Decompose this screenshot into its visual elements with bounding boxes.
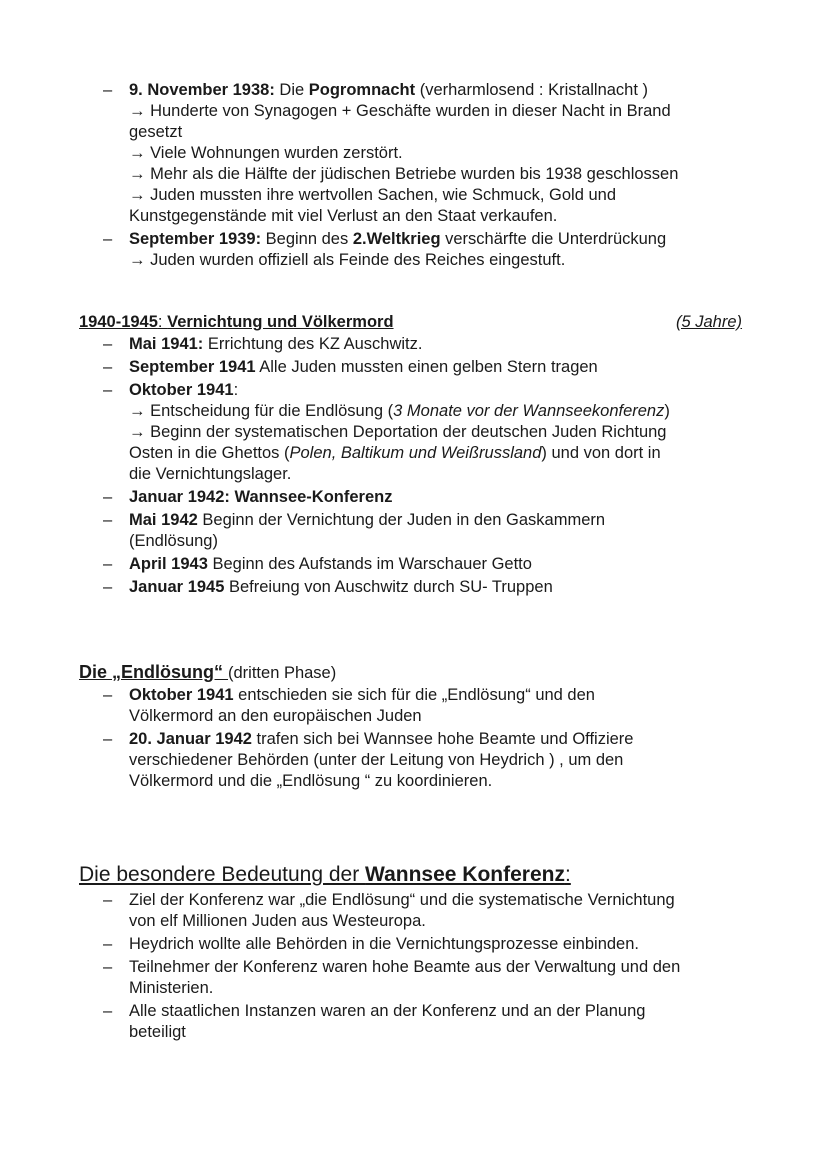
event-date: April 1943 bbox=[129, 555, 208, 573]
event-detail: die Vernichtungslager. bbox=[129, 465, 292, 483]
event-detail: verschiedener Behörden (unter der Leitung von Heydrich ) , um den bbox=[129, 751, 624, 769]
heading-text: Die besondere Bedeutung der bbox=[79, 863, 366, 886]
list-item bbox=[0, 510, 828, 552]
event-detail: → Hunderte von Synagogen + Geschäfte wurden in dieser Nacht in Brand bbox=[129, 102, 671, 120]
section-heading-1940-1945 bbox=[79, 312, 394, 333]
event-text: (verharmlosend : Kristallnacht ) bbox=[415, 81, 649, 99]
event-detail-italic: 3 Monate vor der Wannseekonferenz bbox=[393, 402, 665, 420]
point-text: – Teilnehmer der Konferenz waren hohe Beamte aus der Verwaltung und den bbox=[129, 958, 681, 976]
event-date: Mai 1941: bbox=[129, 335, 204, 353]
list-item bbox=[0, 229, 828, 271]
list-item bbox=[0, 487, 828, 508]
event-date: Januar 1945 bbox=[129, 578, 225, 596]
event-detail: ) bbox=[664, 402, 670, 420]
list-item bbox=[0, 934, 828, 955]
event-list-3 bbox=[0, 685, 828, 792]
event-detail: (Endlösung) bbox=[129, 532, 218, 550]
event-text: entschieden sie sich für die „Endlösung“ und den bbox=[233, 686, 595, 704]
event-list-2 bbox=[0, 334, 828, 598]
duration-label: (5 Jahre) bbox=[676, 313, 743, 331]
event-date: 9. November 1938: bbox=[129, 81, 275, 99]
event-detail: gesetzt bbox=[129, 123, 183, 141]
event-detail: Völkermord an den europäischen Juden bbox=[129, 707, 422, 725]
event-text: : bbox=[233, 381, 239, 399]
event-date: September 1941 bbox=[129, 358, 256, 376]
event-detail: ) und von dort in bbox=[541, 444, 661, 462]
list-item bbox=[0, 80, 828, 227]
list-item bbox=[0, 577, 828, 598]
event-detail: → Entscheidung für die Endlösung ( bbox=[129, 402, 394, 420]
list-item bbox=[0, 357, 828, 378]
heading-years: 1940-1945 bbox=[79, 313, 158, 331]
event-detail: → Juden wurden offiziell als Feinde des Reiches eingestuft. bbox=[129, 251, 566, 269]
event-detail: → Juden mussten ihre wertvollen Sachen, wie Schmuck, Gold und bbox=[129, 186, 616, 204]
heading-colon: : bbox=[564, 863, 571, 886]
point-list-4 bbox=[0, 890, 828, 1043]
event-text: trafen sich bei Wannsee hohe Beamte und Offiziere bbox=[251, 730, 634, 748]
event-text: verschärfte die Unterdrückung bbox=[440, 230, 667, 248]
section-1938-1939 bbox=[0, 80, 828, 271]
heading-title: Die „Endlösung“ bbox=[79, 662, 229, 682]
event-text: Errichtung des KZ Auschwitz. bbox=[203, 335, 423, 353]
list-item bbox=[0, 1001, 828, 1043]
section-endloesung bbox=[0, 685, 828, 792]
event-keyword: 2.Weltkrieg bbox=[352, 230, 441, 248]
event-text: Beginn des bbox=[261, 230, 353, 248]
list-item bbox=[0, 890, 828, 932]
event-detail: Völkermord und die „Endlösung “ zu koordinieren. bbox=[129, 772, 493, 790]
event-list-1 bbox=[0, 80, 828, 271]
event-detail: → Mehr als die Hälfte der jüdischen Betriebe wurden bis 1938 geschlossen bbox=[129, 165, 679, 183]
event-text: Beginn der Vernichtung der Juden in den Gaskammern bbox=[197, 511, 606, 529]
heading-title: Vernichtung und Völkermord bbox=[167, 313, 394, 331]
point-text: – Ziel der Konferenz war „die Endlösung“ und die systematische Vernichtung bbox=[129, 891, 675, 909]
event-text: Beginn des Aufstands im Warschauer Getto bbox=[207, 555, 532, 573]
point-text: – Alle staatlichen Instanzen waren an der Konferenz und an der Planung bbox=[129, 1002, 646, 1020]
section-wannsee bbox=[0, 890, 828, 1043]
list-item bbox=[0, 334, 828, 355]
section-heading-wannsee bbox=[79, 862, 571, 888]
event-text: Die bbox=[274, 81, 309, 99]
event-detail: Kunstgegenstände mit viel Verlust an den Staat verkaufen. bbox=[129, 207, 558, 225]
heading-subtitle: (dritten Phase) bbox=[228, 664, 337, 682]
event-date: Mai 1942 bbox=[129, 511, 198, 529]
section-1940-1945 bbox=[0, 334, 828, 598]
event-keyword: Pogromnacht bbox=[308, 81, 416, 99]
event-date: Oktober 1941 bbox=[129, 686, 234, 704]
point-text: Ministerien. bbox=[129, 979, 214, 997]
list-item bbox=[0, 685, 828, 727]
list-item bbox=[0, 380, 828, 485]
event-detail-italic: Polen, Baltikum und Weißrussland bbox=[289, 444, 542, 462]
event-detail: → Viele Wohnungen wurden zerstört. bbox=[129, 144, 403, 162]
list-item bbox=[0, 729, 828, 792]
event-date: Oktober 1941 bbox=[129, 381, 234, 399]
list-item bbox=[0, 554, 828, 575]
event-date: 20. Januar 1942 bbox=[129, 730, 252, 748]
event-text: Alle Juden mussten einen gelben Stern tragen bbox=[255, 358, 598, 376]
heading-keyword: Wannsee Konferenz bbox=[365, 863, 565, 886]
list-item bbox=[0, 957, 828, 999]
event-date: Januar 1942: Wannsee-Konferenz bbox=[129, 488, 393, 506]
point-text: beteiligt bbox=[129, 1023, 186, 1041]
event-text: Befreiung von Auschwitz durch SU- Truppen bbox=[224, 578, 553, 596]
event-detail: Osten in die Ghettos ( bbox=[129, 444, 290, 462]
heading-colon: : bbox=[157, 313, 168, 331]
section-heading-endloesung bbox=[79, 661, 336, 684]
event-detail: → Beginn der systematischen Deportation der deutschen Juden Richtung bbox=[129, 423, 667, 441]
point-text: – Heydrich wollte alle Behörden in die Vernichtungsprozesse einbinden. bbox=[129, 935, 639, 953]
point-text: von elf Millionen Juden aus Westeuropa. bbox=[129, 912, 426, 930]
event-date: September 1939: bbox=[129, 230, 262, 248]
